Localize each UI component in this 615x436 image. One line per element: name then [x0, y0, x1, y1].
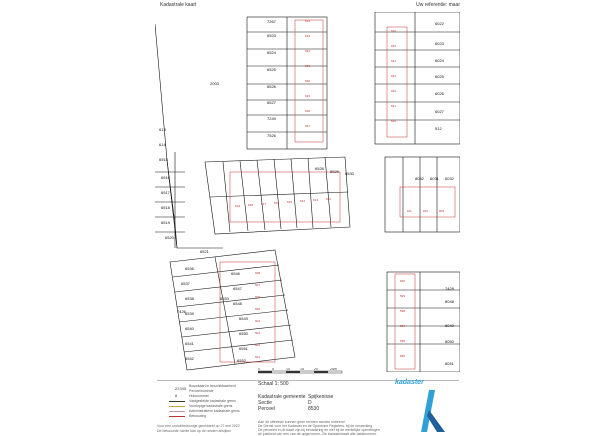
parcel-number: 6525 — [267, 67, 276, 72]
map-title: Kadastrale kaart — [160, 2, 197, 8]
parcel-number: 6552 — [237, 358, 246, 363]
legend-item: Bouwkaart in beschikbaarheid — [189, 384, 236, 388]
parcel-number: 6538 — [185, 296, 194, 301]
parcel-number: 6529 — [330, 169, 339, 174]
house-number: 597 — [400, 324, 406, 328]
parcel-number: 6024 — [435, 58, 444, 63]
house-number: 595 — [400, 354, 406, 358]
house-number: 633 — [305, 34, 311, 38]
parcel-number: 6541 — [185, 341, 194, 346]
house-number: 617 — [261, 202, 267, 206]
parcel-number: 6022 — [435, 21, 444, 26]
parcel-number: 6539 — [185, 311, 194, 316]
parcel-number: 8052 — [415, 176, 424, 181]
parcel-number: 6528 — [315, 166, 324, 171]
parcel-number: 6515 — [159, 157, 168, 162]
house-number: 618 — [248, 203, 254, 207]
cadastral-map[interactable] — [155, 12, 460, 372]
parcel-number: 6517 — [161, 190, 170, 195]
parcel-number: 7267 — [267, 19, 276, 24]
parcel-number: 6537 — [181, 281, 190, 286]
parcel-number: 6026 — [435, 91, 444, 96]
parcel-value: D — [308, 400, 312, 406]
parcel-number: 6540 — [185, 326, 194, 331]
house-number: 607 — [255, 283, 261, 287]
legend-item: Perceelnummer — [189, 389, 214, 393]
house-number: 610 — [423, 209, 429, 213]
parcel-number: 6519 — [161, 220, 170, 225]
house-number: 631 — [305, 64, 311, 68]
house-number: 615 — [287, 200, 293, 204]
scale-tick: 20 — [314, 368, 318, 371]
parcel-key: Kadastrale gemeente — [258, 394, 306, 400]
legend-code: 22345 — [175, 386, 187, 391]
parcel-number: 6548 — [233, 301, 242, 306]
scale-tick: 25m — [330, 368, 337, 371]
house-number: 604 — [255, 319, 261, 323]
parcel-number: 7429 — [445, 286, 454, 291]
parcel-number: 8051 — [445, 361, 454, 366]
house-number: 620 — [391, 119, 397, 123]
legend-line-definitive — [169, 401, 185, 402]
house-number: 612 — [326, 197, 332, 201]
parcel-number: 6523 — [267, 33, 276, 38]
disclaimer-line: Aan dit uittreksel kunnen geen rechten worden ontleend — [258, 420, 345, 424]
house-number: 624 — [391, 59, 397, 63]
parcel-number: 6032 — [445, 176, 454, 181]
house-number: 628 — [305, 109, 311, 113]
parcel-number: 8048 — [445, 299, 454, 304]
parcel-key: Sectie — [258, 400, 272, 406]
house-number: 621 — [391, 104, 397, 108]
parcel-value: 8530 — [308, 406, 320, 412]
legend-code: 8 — [175, 393, 178, 398]
scale-bar — [258, 368, 348, 376]
house-number: 603 — [255, 331, 261, 335]
legend-note: Voor een ondubbelzinnige gemiddeld op 27 mei 2022 — [157, 424, 240, 428]
house-number: 630 — [305, 79, 311, 83]
parcel-number: 6516 — [161, 175, 170, 180]
house-number: 629 — [305, 94, 311, 98]
scale-label: Schaal 1: 500 — [258, 381, 289, 387]
house-number: 627 — [305, 124, 311, 128]
parcel-number: 8050 — [445, 339, 454, 344]
house-number: 619 — [235, 204, 241, 208]
legend-item: Voorlopige kadastrale grens — [189, 404, 233, 408]
house-number: 605 — [255, 307, 261, 311]
legend-line-provisional — [169, 406, 185, 407]
scale-tick: 0 — [258, 368, 260, 371]
legend-item: Bebouwing — [189, 414, 207, 418]
parcel-number: 614 — [159, 142, 166, 147]
house-number: 602 — [255, 343, 261, 347]
house-number: 609 — [439, 209, 445, 213]
parcel-number: 6536 — [185, 266, 194, 271]
disclaimer-line: De Dienst voor het Kadaster en de Openbare Registers, bij de verwerking — [258, 424, 373, 428]
house-number: 623 — [391, 74, 397, 78]
parcel-number: 6518 — [161, 205, 170, 210]
parcel-number: 6524 — [267, 50, 276, 55]
parcel-number: 6546 — [231, 271, 240, 276]
house-number: 614 — [300, 199, 306, 203]
house-number: 598 — [400, 309, 406, 313]
kadaster-logo-text: kadaster — [395, 379, 424, 386]
parcel-number: 7426 — [177, 309, 186, 314]
parcel-number: 6530 — [345, 171, 354, 176]
scale-tick: 10 — [286, 368, 290, 371]
house-number: 606 — [255, 295, 261, 299]
parcel-number: 512 — [435, 126, 442, 131]
legend-line-building — [169, 416, 185, 417]
parcel-key: Perceel — [258, 406, 275, 412]
parcel-number: 6027 — [435, 109, 444, 114]
house-number: 599 — [400, 294, 406, 298]
parcel-number: 8049 — [445, 323, 454, 328]
parcel-number: 6521 — [200, 249, 209, 254]
parcel-number: 6527 — [267, 100, 276, 105]
legend-note: De bebouwde ruimte kan op de randen afwijken — [157, 429, 232, 433]
house-number: 596 — [400, 339, 406, 343]
parcel-number: 6550 — [239, 331, 248, 336]
disclaimer-line: de juistheid van een van de opgenomen, Zie kadasterkaart alle databronnen. — [258, 432, 378, 436]
parcel-value: Spijkenisse — [308, 394, 334, 400]
house-number: 608 — [255, 271, 261, 275]
house-number: 634 — [305, 19, 311, 23]
parcel-number: 2003 — [210, 81, 219, 86]
parcel-number: 6553 — [220, 296, 229, 301]
kadaster-logo-icon — [415, 388, 455, 434]
parcel-number: 6542 — [185, 356, 194, 361]
parcel-number: 6031 — [430, 176, 439, 181]
house-number: 616 — [274, 201, 280, 205]
house-number: 632 — [305, 49, 311, 53]
parcel-number: 6526 — [267, 84, 276, 89]
scale-tick: 5 — [272, 368, 274, 371]
parcel-number: 6023 — [435, 41, 444, 46]
parcel-number: 6025 — [435, 74, 444, 79]
legend-item: Vastgestelde kadastrale grens — [189, 399, 236, 403]
parcel-number: 7526 — [267, 133, 276, 138]
legend-item: Administratieve kadastrale grens — [189, 409, 240, 413]
house-number: 622 — [391, 89, 397, 93]
parcel-number: 613 — [159, 127, 166, 132]
disclaimer-line: De percelen in de kaart zijn bij benadering en niet bij de werkelijke opmetingen — [258, 428, 380, 432]
parcel-number: 7249 — [267, 116, 276, 121]
parcel-number: 6549 — [239, 316, 248, 321]
house-number: 611 — [407, 209, 412, 213]
legend-line-administrative — [169, 411, 185, 412]
house-number: 613 — [313, 198, 319, 202]
parcel-number: 6551 — [239, 346, 248, 351]
parcel-number: 6520 — [165, 235, 174, 240]
legend-item: Huisnummer — [189, 394, 209, 398]
house-number: 625 — [391, 44, 397, 48]
house-number: 626 — [391, 29, 397, 33]
house-number: 600 — [400, 279, 406, 283]
scale-tick: 15 — [300, 368, 304, 371]
parcel-number: 6547 — [233, 286, 242, 291]
reference-text: Uw referentie: maar — [416, 2, 460, 8]
house-number: 601 — [255, 355, 261, 359]
